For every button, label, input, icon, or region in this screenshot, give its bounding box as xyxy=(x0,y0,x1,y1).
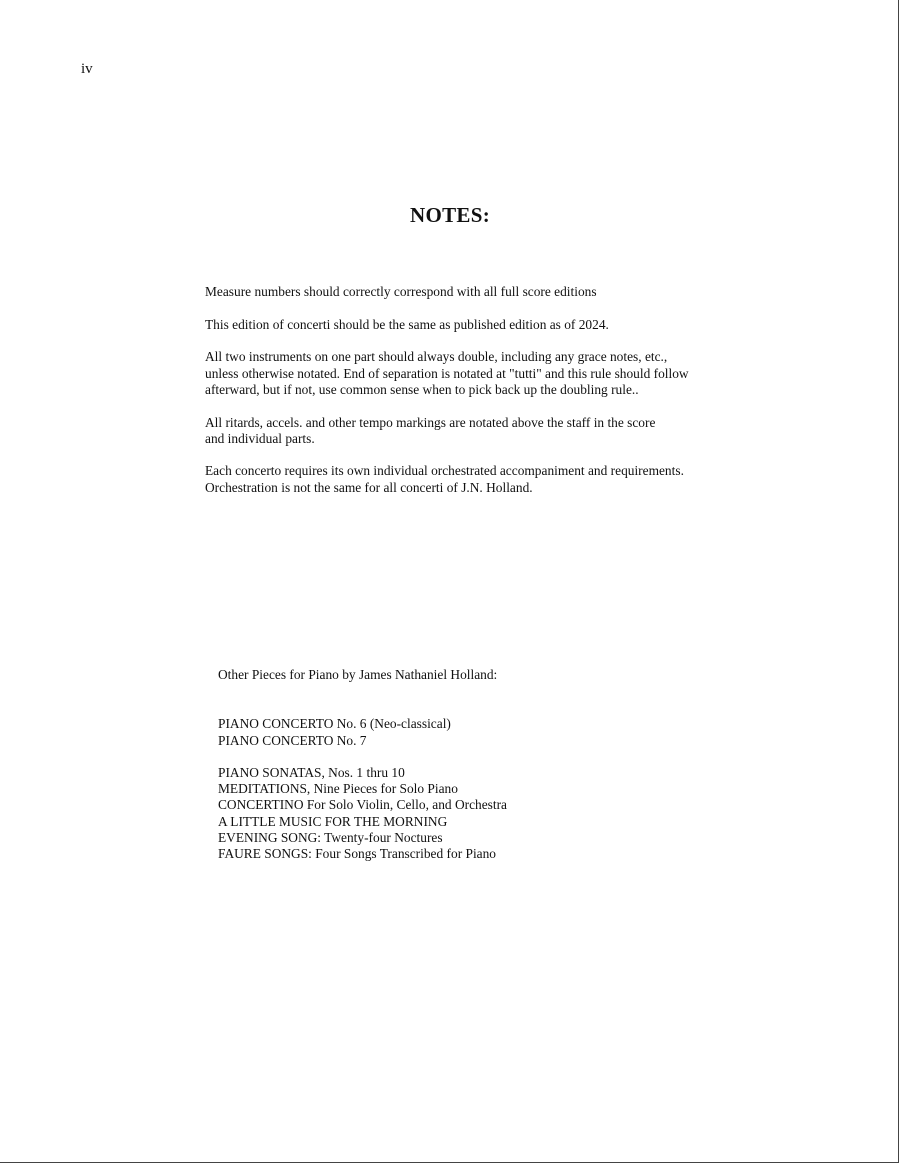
page-number: iv xyxy=(81,61,93,77)
note-line: All two instruments on one part should always double, including any grace notes, etc., xyxy=(205,349,668,365)
note-line: unless otherwise notated. End of separation is notated at "tutti" and this rule should follow xyxy=(205,365,689,381)
note-paragraph xyxy=(205,317,765,333)
notes-section xyxy=(205,284,765,512)
note-paragraph xyxy=(205,463,765,495)
other-pieces-heading: Other Pieces for Piano by James Nathaniel Holland: xyxy=(218,667,498,682)
piece-list-item: A LITTLE MUSIC FOR THE MORNING xyxy=(218,813,448,829)
note-paragraph xyxy=(205,349,765,398)
note-line: and individual parts. xyxy=(205,430,315,446)
note-line: Orchestration is not the same for all concerti of J.N. Holland. xyxy=(205,479,533,495)
piece-list-item: PIANO CONCERTO No. 6 (Neo-classical) xyxy=(218,716,451,732)
page-title: NOTES: xyxy=(410,203,490,227)
piece-list-item: CONCERTINO For Solo Violin, Cello, and Orchestra xyxy=(218,797,507,813)
note-paragraph xyxy=(205,415,765,447)
note-line: All ritards, accels. and other tempo markings are notated above the staff in the score xyxy=(205,414,656,430)
note-paragraph xyxy=(205,284,765,300)
piece-list-item: FAURE SONGS: Four Songs Transcribed for Piano xyxy=(218,846,497,862)
note-line: Each concerto requires its own individual orchestrated accompaniment and requirements. xyxy=(205,463,684,479)
piece-list-item: EVENING SONG: Twenty-four Noctures xyxy=(218,830,443,846)
piece-list-other xyxy=(218,765,507,863)
note-line: Measure numbers should correctly correspond with all full score editions xyxy=(205,284,597,299)
piece-list-item: PIANO SONATAS, Nos. 1 thru 10 xyxy=(218,764,405,780)
note-line: afterward, but if not, use common sense when to pick back up the doubling rule.. xyxy=(205,381,639,397)
other-pieces-section xyxy=(218,667,507,879)
piece-list-item: MEDITATIONS, Nine Pieces for Solo Piano xyxy=(218,781,458,797)
note-line: This edition of concerti should be the same as published edition as of 2024. xyxy=(205,316,609,332)
piece-list-item: PIANO CONCERTO No. 7 xyxy=(218,732,367,748)
piece-list-concertos xyxy=(218,716,507,749)
